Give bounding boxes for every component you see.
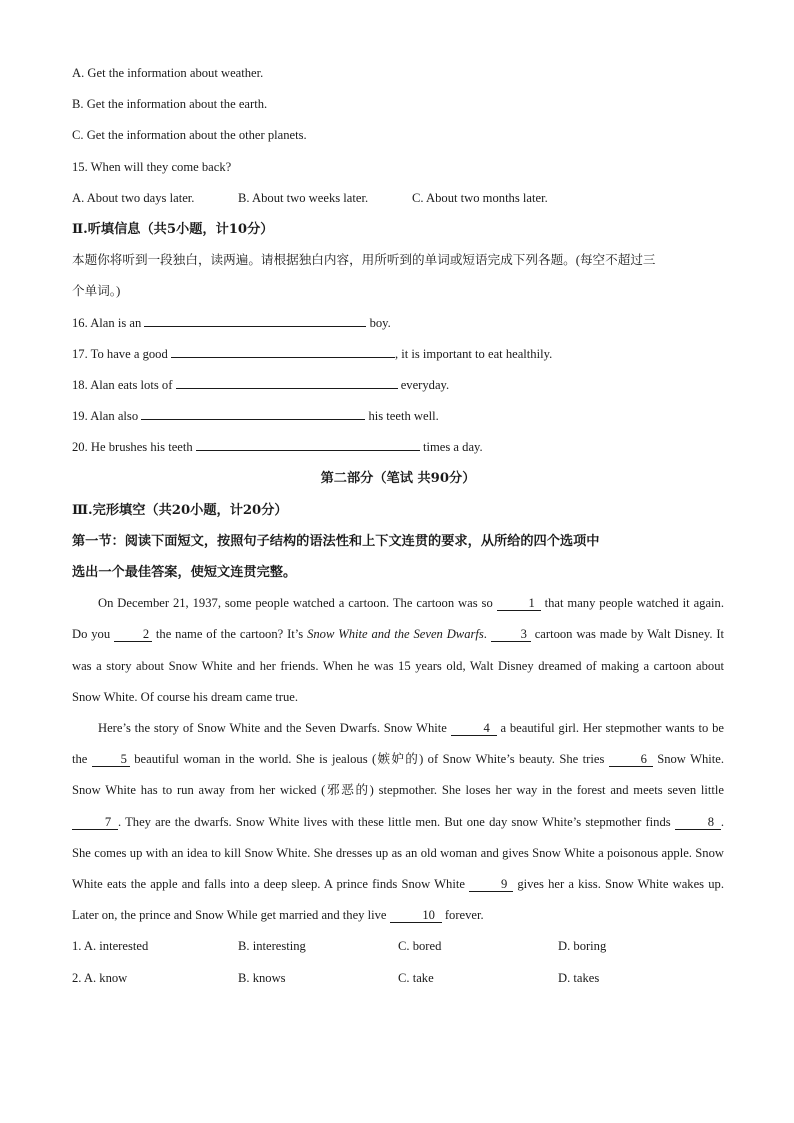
- choice-2b[interactable]: B. knows: [238, 970, 286, 985]
- choice-1b[interactable]: B. interesting: [238, 939, 306, 954]
- q15-options: [72, 183, 724, 214]
- cloze-blank-4[interactable]: 4: [451, 721, 497, 736]
- choice-1c[interactable]: C. bored: [398, 939, 442, 954]
- exam-page: [72, 58, 724, 994]
- answer-blank-20[interactable]: [196, 436, 420, 451]
- choice-2a[interactable]: 2. A. know: [72, 970, 128, 985]
- choice-row-2: [72, 963, 724, 994]
- cloze-blank-3[interactable]: 3: [491, 627, 531, 642]
- section3-sub1-line2: 选出一个最佳答案，使短文连贯完整。: [72, 565, 297, 580]
- item-19: 19. Alan also his teeth well.: [72, 401, 724, 432]
- cloze-blank-2[interactable]: 2: [114, 627, 152, 642]
- item-18: 18. Alan eats lots of everyday.: [72, 370, 724, 401]
- cloze-blank-1[interactable]: 1: [497, 596, 541, 611]
- item-16: 16. Alan is an boy.: [72, 308, 724, 339]
- item-20: 20. He brushes his teeth times a day.: [72, 432, 724, 463]
- part2-title: 第二部分（笔试 共90分）: [320, 471, 476, 487]
- choice-2d[interactable]: D. takes: [558, 970, 600, 985]
- q15-option-c: C. About two months later.: [412, 190, 548, 205]
- q15-option-a: A. About two days later.: [72, 190, 195, 205]
- answer-blank-18[interactable]: [176, 374, 398, 389]
- q14-option-c: C. Get the information about the other planets.: [72, 128, 307, 143]
- passage-paragraph-1: On December 21, 1937, some people watched a cartoon. The cartoon was so 1 that many people watched it again. Do you 2 the name of the cartoon? It’s Snow White and the Seven Dwarfs. 3 cartoon was made by Walt Disney. It was a story about Snow White and her friends. When he was 15 years old, Walt Disney dreamed of making a cartoon about Snow White. Of course his dream came true.: [72, 596, 725, 704]
- section3-sub1-line1: 第一节：阅读下面短文，按照句子结构的语法性和上下文连贯的要求，从所给的四个选项中: [72, 533, 600, 549]
- section3-heading: Ⅲ.完形填空（共20小题，计20分）: [72, 502, 288, 518]
- item-17: 17. To have a good , it is important to eat healthily.: [72, 339, 724, 370]
- q15-option-b: B. About two weeks later.: [238, 190, 369, 205]
- choice-1a[interactable]: 1. A. interested: [72, 939, 149, 954]
- choice-2c[interactable]: C. take: [398, 970, 434, 985]
- cartoon-title: Snow White and the Seven Dwarfs: [307, 627, 484, 642]
- cloze-blank-9[interactable]: 9: [469, 877, 513, 892]
- choice-row-1: [72, 931, 724, 962]
- q14-option-b: B. Get the information about the earth.: [72, 97, 268, 112]
- answer-blank-17[interactable]: [171, 343, 395, 358]
- passage-paragraph-2: Here’s the story of Snow White and the Seven Dwarfs. Snow White 4 a beautiful girl. Her stepmother wants to be the 5 beautiful woman in the world. She is jealous (嫉妒的) of Snow White’s beauty. She tries 6 Snow White. Snow White has to run away from her wicked (邪恶的) stepmother. She loses her way in the forest and meets seven little 7 . They are the dwarfs. Snow White lives with these little men. But one day snow White’s stepmother finds 8 . She comes up with an idea to kill Snow White. She dresses up as an old woman and gives Snow White a poisonous apple. Snow White eats the apple and falls into a deep sleep. A prince finds Snow White 9 gives her a kiss. Snow White wakes up. Later on, the prince and Snow While get married and they live 10 forever.: [72, 721, 725, 923]
- choice-1d[interactable]: D. boring: [558, 939, 607, 954]
- cloze-blank-10[interactable]: 10: [390, 908, 442, 923]
- q14-option-a: A. Get the information about weather.: [72, 66, 264, 80]
- cloze-blank-8[interactable]: 8: [675, 815, 721, 830]
- q15-question: 15. When will they come back?: [72, 159, 232, 174]
- section2-heading: Ⅱ.听填信息（共5小题，计10分）: [72, 221, 274, 237]
- cloze-blank-7[interactable]: 7: [72, 815, 118, 830]
- section2-instruction-line2: 个单词。): [72, 284, 121, 299]
- cloze-blank-5[interactable]: 5: [92, 752, 130, 767]
- answer-blank-19[interactable]: [141, 405, 365, 420]
- answer-blank-16[interactable]: [144, 312, 366, 327]
- cloze-blank-6[interactable]: 6: [609, 752, 653, 767]
- section2-instruction-line1: 本题你将听到一段独白，读两遍。请根据独白内容，用所听到的单词或短语完成下列各题。(每空不超过三: [72, 253, 656, 268]
